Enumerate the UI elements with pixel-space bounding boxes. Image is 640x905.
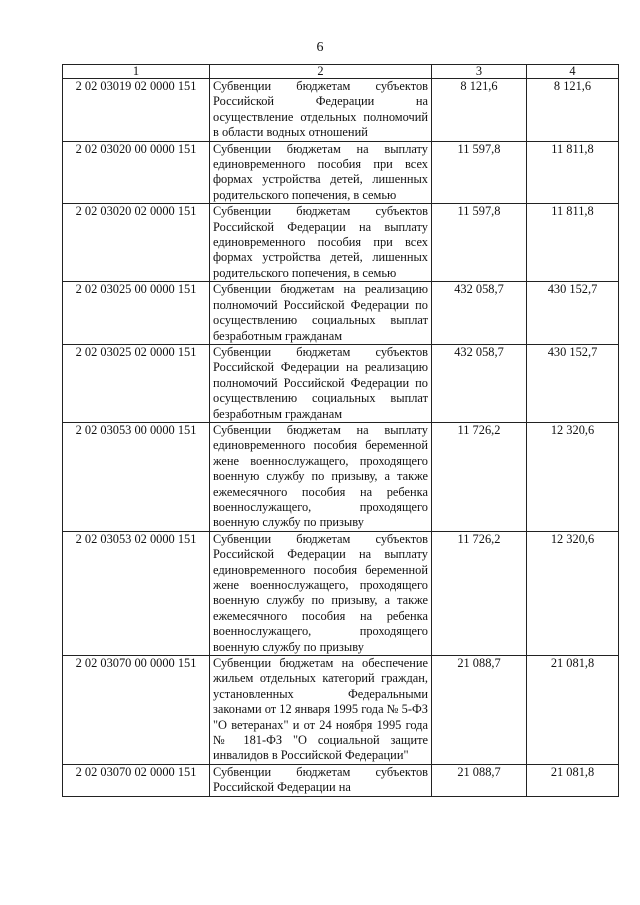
amount-col-3: 11 597,8 — [432, 141, 527, 204]
amount-col-4: 12 320,6 — [527, 531, 619, 655]
description: Субвенции бюджетам субъектов Российской Федерации на осуществление отдельных полномочий в области водных отношений — [210, 79, 432, 142]
description: Субвенции бюджетам субъектов Российской Федерации на выплату единовременного пособия при всех формах устройства детей, лишенных родительского попечения, в семью — [210, 204, 432, 282]
column-header-4: 4 — [527, 65, 619, 79]
description: Субвенции бюджетам на выплату единовременного пособия при всех формах устройства детей, лишенных родительского попечения, в семью — [210, 141, 432, 204]
amount-col-4: 21 081,8 — [527, 656, 619, 765]
amount-col-4: 11 811,8 — [527, 141, 619, 204]
budget-code: 2 02 03020 02 0000 151 — [63, 204, 210, 282]
budget-code: 2 02 03025 02 0000 151 — [63, 344, 210, 422]
page-number: 6 — [316, 40, 324, 55]
description: Субвенции бюджетам на выплату единовременного пособия беременной жене военнослужащего, проходящего военную службу по призыву, а также ежемесячного пособия на ребенка военнослужащего, проходящего военную службу по призыву — [210, 422, 432, 531]
description: Субвенции бюджетам субъектов Российской Федерации на — [210, 764, 432, 796]
table-row — [63, 422, 619, 531]
table-row — [63, 344, 619, 422]
table-row — [63, 656, 619, 765]
amount-col-4: 430 152,7 — [527, 344, 619, 422]
amount-col-3: 432 058,7 — [432, 282, 527, 345]
budget-code: 2 02 03053 00 0000 151 — [63, 422, 210, 531]
column-header-1: 1 — [63, 65, 210, 79]
amount-col-3: 432 058,7 — [432, 344, 527, 422]
table-row — [63, 764, 619, 796]
table-row — [63, 531, 619, 655]
budget-code: 2 02 03020 00 0000 151 — [63, 141, 210, 204]
amount-col-4: 8 121,6 — [527, 79, 619, 142]
table-body — [63, 79, 619, 797]
budget-table — [62, 64, 619, 797]
budget-code: 2 02 03070 02 0000 151 — [63, 764, 210, 796]
amount-col-4: 12 320,6 — [527, 422, 619, 531]
amount-col-3: 11 726,2 — [432, 531, 527, 655]
header-row — [63, 65, 619, 79]
table-row — [63, 79, 619, 142]
amount-col-4: 11 811,8 — [527, 204, 619, 282]
budget-code: 2 02 03053 02 0000 151 — [63, 531, 210, 655]
description: Субвенции бюджетам на обеспечение жильем отдельных категорий граждан, установленных Федеральными законами от 12 января 1995 года № 5-ФЗ "О ветеранах" и от 24 ноября 1995 года № 181-ФЗ "О социальной защите инвалидов в Российской Федерации" — [210, 656, 432, 765]
description: Субвенции бюджетам субъектов Российской Федерации на реализацию полномочий Российской Федерации по осуществлению социальных выплат безработным гражданам — [210, 344, 432, 422]
description: Субвенции бюджетам субъектов Российской Федерации на выплату единовременного пособия беременной жене военнослужащего, проходящего военную службу по призыву, а также ежемесячного пособия на ребенка военнослужащего, проходящего военную службу по призыву — [210, 531, 432, 655]
table-row — [63, 141, 619, 204]
amount-col-3: 8 121,6 — [432, 79, 527, 142]
amount-col-3: 21 088,7 — [432, 656, 527, 765]
budget-code: 2 02 03019 02 0000 151 — [63, 79, 210, 142]
column-header-3: 3 — [432, 65, 527, 79]
table-row — [63, 204, 619, 282]
budget-code: 2 02 03070 00 0000 151 — [63, 656, 210, 765]
description: Субвенции бюджетам на реализацию полномочий Российской Федерации по осуществлению социальных выплат безработным гражданам — [210, 282, 432, 345]
amount-col-3: 11 726,2 — [432, 422, 527, 531]
amount-col-4: 21 081,8 — [527, 764, 619, 796]
budget-code: 2 02 03025 00 0000 151 — [63, 282, 210, 345]
table-row — [63, 282, 619, 345]
column-header-2: 2 — [210, 65, 432, 79]
amount-col-3: 21 088,7 — [432, 764, 527, 796]
amount-col-3: 11 597,8 — [432, 204, 527, 282]
table-header — [63, 65, 619, 79]
amount-col-4: 430 152,7 — [527, 282, 619, 345]
